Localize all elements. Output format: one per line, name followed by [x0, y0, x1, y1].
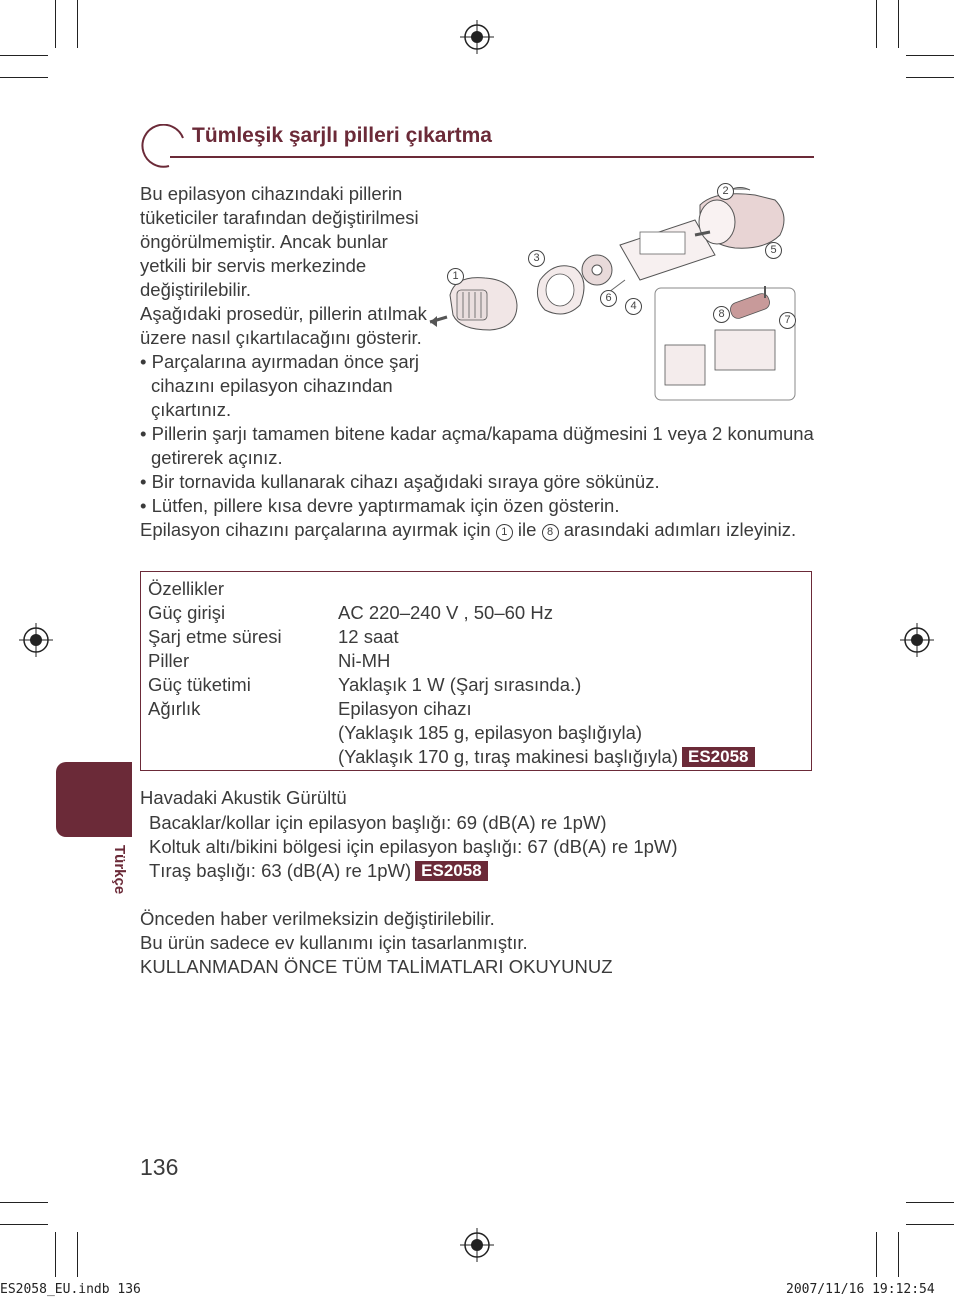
steps-line: Epilasyon cihazını parçalarına ayırmak için 1 ile 8 arasındaki adımları izleyiniz. — [140, 519, 797, 540]
noise-line: Bacaklar/kollar için epilasyon başlığı: 69 (dB(A) re 1pW) — [149, 812, 607, 833]
noise-heading: Havadaki Akustik Gürültü — [140, 787, 347, 808]
model-badge: ES2058 — [415, 861, 488, 881]
intro-line: yetkili bir servis merkezinde — [140, 255, 367, 276]
language-side-tab — [56, 762, 132, 837]
diagram-label-2: 2 — [717, 183, 734, 200]
step-number-badge: 8 — [542, 524, 559, 541]
footer-date-info: 2007/11/16 19:12:54 — [786, 1282, 935, 1297]
model-badge: ES2058 — [682, 747, 755, 767]
intro-line: öngörülmemiştir. Ancak bunlar — [140, 231, 388, 252]
epilator-head-illustration — [430, 278, 517, 330]
spec-label: Güç tüketimi — [148, 674, 251, 695]
spec-value: Epilasyon cihazı — [338, 698, 472, 719]
spec-label: Şarj etme süresi — [148, 626, 282, 647]
bullet-line: • Lütfen, pillere kısa devre yaptırmamak için özen gösterin. — [140, 495, 620, 516]
diagram-label-8: 8 — [713, 306, 730, 323]
registration-mark-icon — [460, 1228, 494, 1262]
diagram-label-7: 7 — [779, 312, 796, 329]
note-line: Önceden haber verilmeksizin değiştirilebilir. — [140, 908, 495, 929]
registration-mark-icon — [460, 20, 494, 54]
spec-value: Ni-MH — [338, 650, 391, 671]
rear-housing-illustration — [695, 188, 784, 249]
spec-value: AC 220–240 V , 50–60 Hz — [338, 602, 553, 623]
diagram-label-3: 3 — [528, 250, 545, 267]
specs-heading: Özellikler — [148, 578, 225, 599]
bullet-line: cihazını epilasyon cihazından — [151, 375, 393, 396]
main-frame-illustration — [605, 220, 715, 295]
footer-file-info: ES2058_EU.indb 136 — [0, 1282, 141, 1297]
intro-line: üzere nasıl çıkartılacağını gösterir. — [140, 327, 422, 348]
registration-mark-icon — [900, 623, 934, 657]
bullet-line: çıkartınız. — [151, 399, 232, 420]
section-marker-icon — [139, 124, 189, 170]
step-number-badge: 1 — [496, 524, 513, 541]
note-line: KULLANMADAN ÖNCE TÜM TALİMATLARI OKUYUNUZ — [140, 956, 613, 977]
diagram-label-4: 4 — [625, 298, 642, 315]
bullet-line: • Pillerin şarjı tamamen bitene kadar açma/kapama düğmesini 1 veya 2 konumuna — [140, 423, 814, 444]
section-title: Tümleşik şarjlı pilleri çıkartma — [192, 124, 492, 147]
page-number: 136 — [140, 1154, 179, 1180]
registration-mark-icon — [19, 623, 53, 657]
gear-illustration — [582, 255, 612, 285]
battery-inset-illustration — [655, 286, 795, 400]
noise-line: Tıraş başlığı: 63 (dB(A) re 1pW) ES2058 — [149, 859, 488, 883]
spec-label: Güç girişi — [148, 602, 226, 623]
diagram-label-6: 6 — [600, 290, 617, 307]
front-ring-illustration — [537, 266, 584, 314]
diagram-label-1: 1 — [447, 268, 464, 285]
language-label: Türkçe — [111, 845, 128, 895]
bullet-line: getirerek açınız. — [151, 447, 283, 468]
intro-line: Bu epilasyon cihazındaki pillerin — [140, 183, 403, 204]
spec-value: 12 saat — [338, 626, 399, 647]
diagram-label-5: 5 — [765, 242, 782, 259]
spec-label: Ağırlık — [148, 698, 201, 719]
disassembly-diagram — [425, 180, 805, 405]
spec-weight-epilator: (Yaklaşık 185 g, epilasyon başlığıyla) — [338, 722, 643, 743]
intro-line: değiştirilebilir. — [140, 279, 252, 300]
title-underline — [170, 156, 814, 158]
bullet-line: • Bir tornavida kullanarak cihazı aşağıdaki sıraya göre sökünüz. — [140, 471, 660, 492]
spec-label: Piller — [148, 650, 190, 671]
intro-line: tüketiciler tarafından değiştirilmesi — [140, 207, 419, 228]
note-line: Bu ürün sadece ev kullanımı için tasarlanmıştır. — [140, 932, 528, 953]
spec-value: Yaklaşık 1 W (Şarj sırasında.) — [338, 674, 582, 695]
spec-weight-shaver: (Yaklaşık 170 g, tıraş makinesi başlığıyla) ES2058 — [338, 745, 755, 769]
intro-line: Aşağıdaki prosedür, pillerin atılmak — [140, 303, 427, 324]
noise-line: Koltuk altı/bikini bölgesi için epilasyon başlığı: 67 (dB(A) re 1pW) — [149, 836, 678, 857]
bullet-line: • Parçalarına ayırmadan önce şarj — [140, 351, 419, 372]
